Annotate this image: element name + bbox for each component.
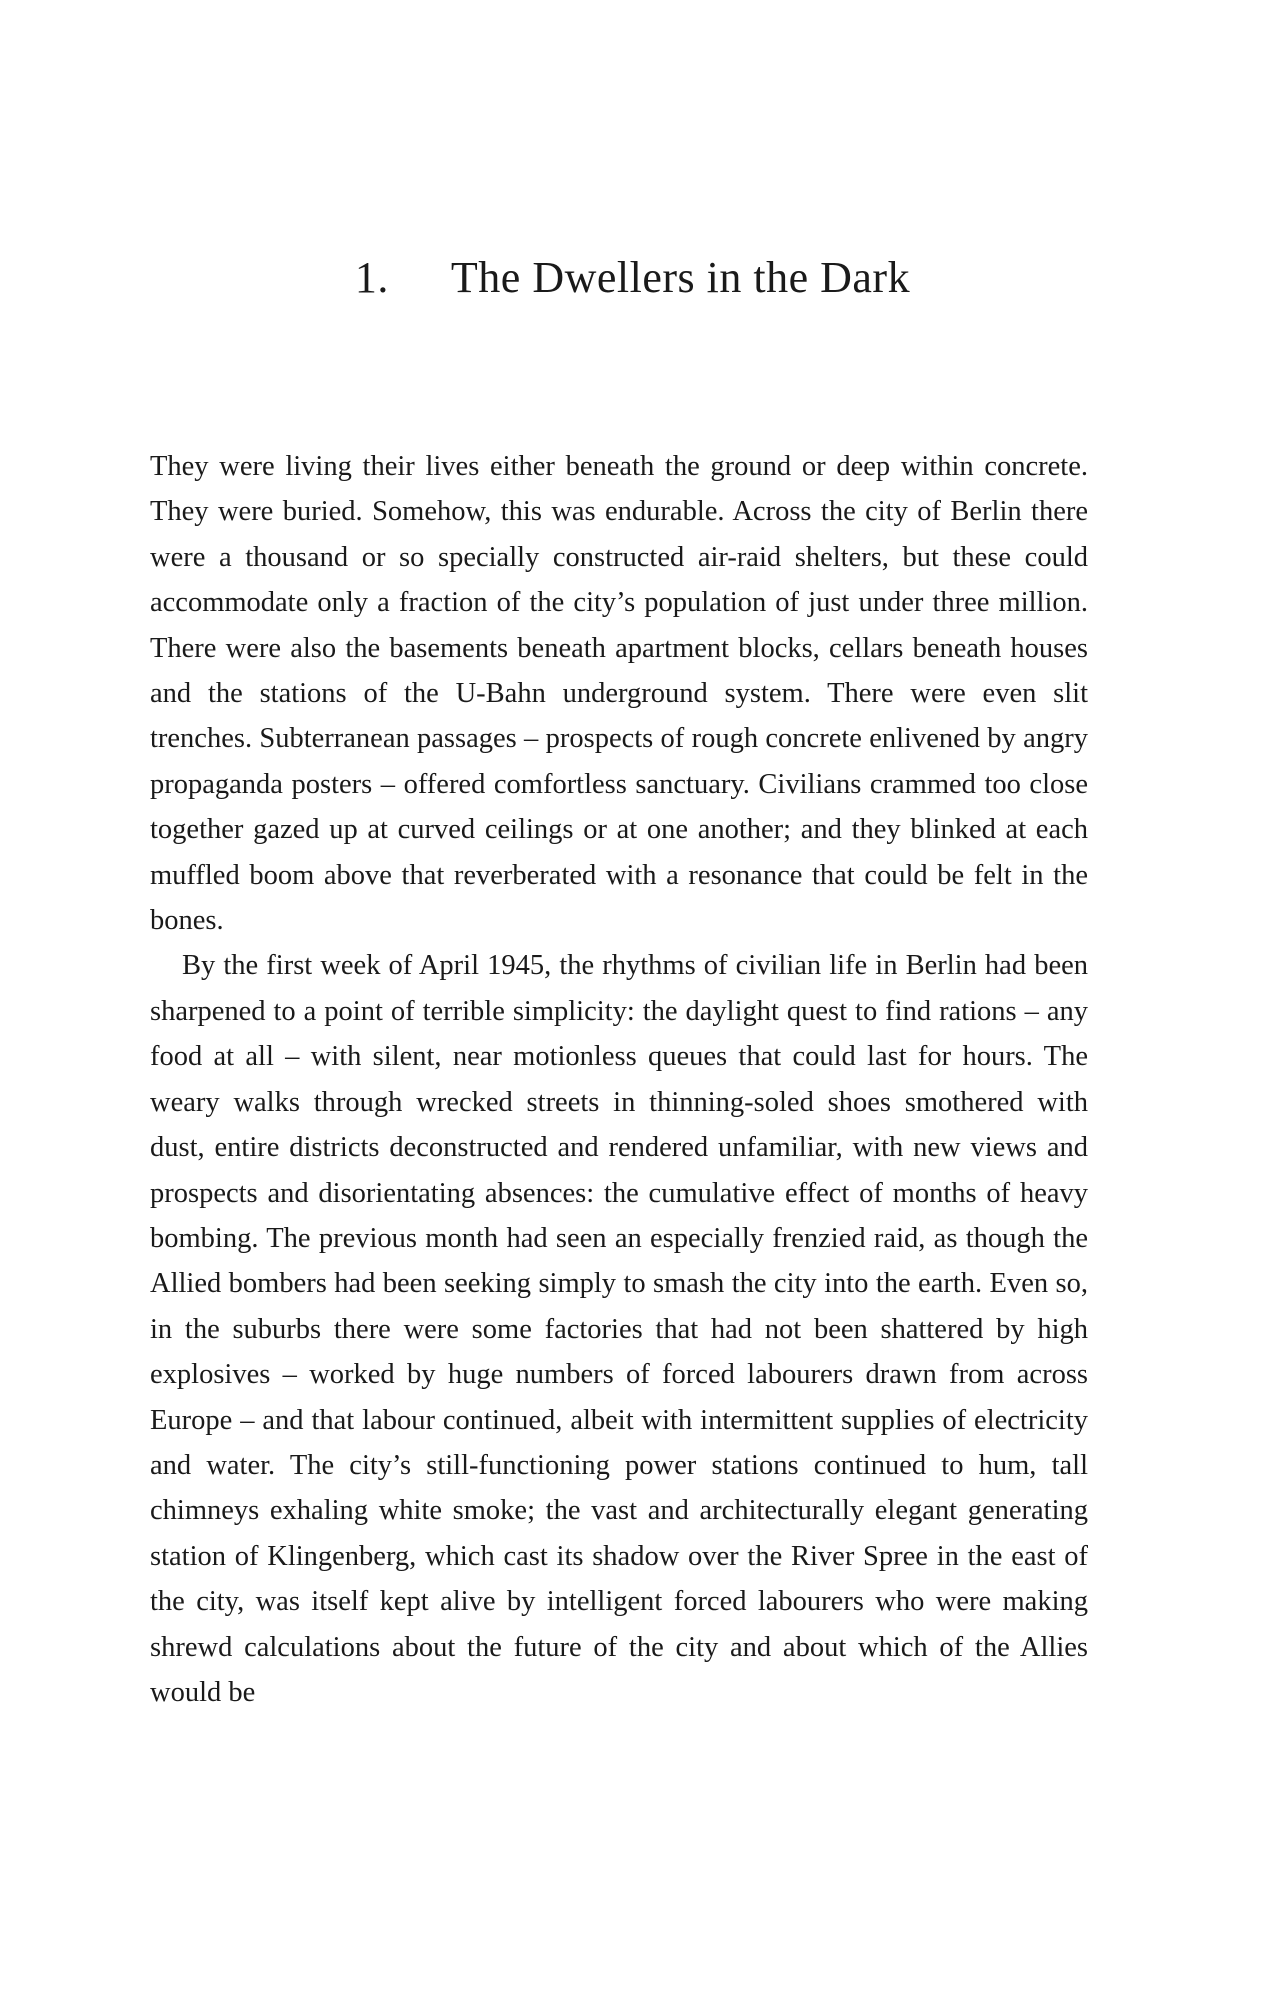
paragraph-1: They were living their lives either beneath the ground or deep within concrete. They were buried. Somehow, this was endurable. Across the city of Berlin there were a thousand or so specially constructed air-raid shelters, but these could accommodate only a fraction of the city’s population of just under three million. There were also the basements beneath apartment blocks, cellars beneath houses and the stations of the U-Bahn underground system. There were even slit trenches. Subterranean passages – prospects of rough concrete enlivened by angry propaganda posters – offered comfortless sanctuary. Civilians crammed too close together gazed up at curved ceilings or at one another; and they blinked at each muffled boom above that reverberated with a resonance that could be felt in the bones. xyxy=(150,451,1088,937)
chapter-title: The Dwellers in the Dark xyxy=(450,253,911,302)
body-text xyxy=(150,444,1088,1715)
chapter-heading xyxy=(0,248,1265,308)
chapter-number: 1. xyxy=(354,253,389,302)
paragraph-2: By the first week of April 1945, the rhythms of civilian life in Berlin had been sharpened to a point of terrible simplicity: the daylight quest to find rations – any food at all – with silent, near motionless queues that could last for hours. The weary walks through wrecked streets in thinning-soled shoes smothered with dust, entire districts deconstructed and rendered unfamiliar, with new views and prospects and disorientating absences: the cumulative effect of months of heavy bombing. The previous month had seen an especially frenzied raid, as though the Allied bombers had been seeking simply to smash the city into the earth. Even so, in the suburbs there were some factories that had not been shattered by high explosives – worked by huge numbers of forced labourers drawn from across Europe – and that labour continued, albeit with intermittent supplies of electricity and water. The city’s still-functioning power stations continued to hum, tall chimneys exhaling white smoke; the vast and architecturally elegant generating station of Klingenberg, which cast its shadow over the River Spree in the east of the city, was itself kept alive by intelligent forced labourers who were making shrewd calculations about the future of the city and about which of the Allies would be xyxy=(150,950,1088,1708)
